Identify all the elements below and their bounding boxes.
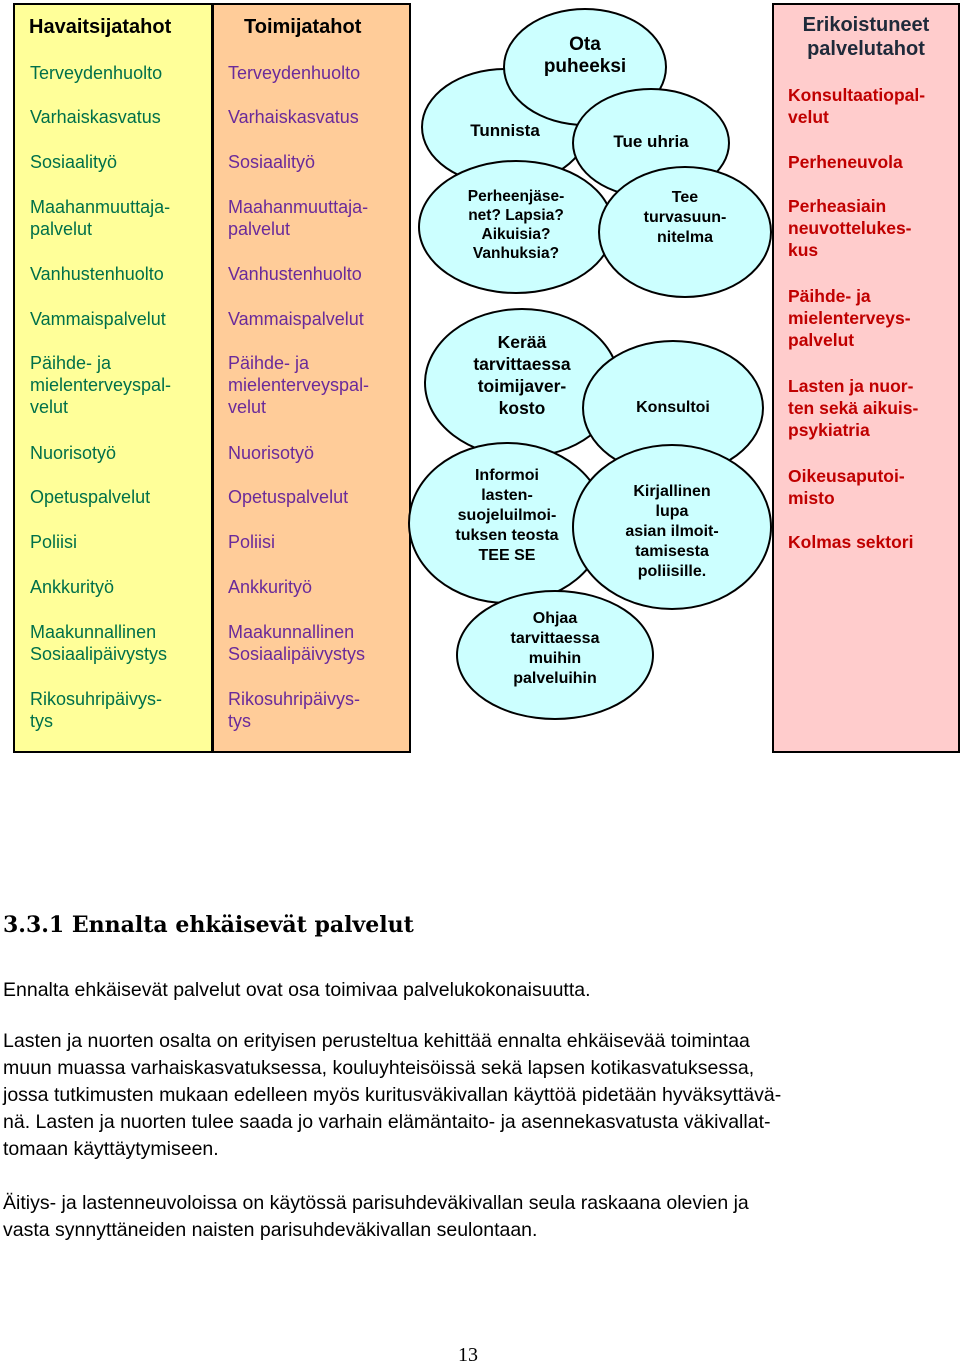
observer-item: Ankkurityö [30, 577, 115, 597]
observer-item: Poliisi [30, 532, 78, 552]
actors-title: Toimijatahot [244, 16, 362, 38]
actor-item: Opetuspalvelut [228, 487, 349, 507]
specialist-item: Oikeusaputoi- misto [788, 466, 905, 508]
ellipse-kirjallinen-lupa [572, 444, 772, 610]
specialist-item: Lasten ja nuor- ten sekä aikuis- psykiatria [788, 376, 919, 440]
specialist-item: Päihde- ja mielenterveys- palvelut [788, 286, 911, 350]
specialists-title: Erikoistuneet palvelutahot [802, 14, 930, 60]
observer-item: Sosiaalityö [30, 152, 118, 172]
specialist-item: Perheasiain neuvottelukes- kus [788, 196, 912, 260]
actor-item: Poliisi [228, 532, 276, 552]
page-number: 13 [458, 1344, 478, 1366]
specialists-column [772, 3, 960, 753]
ellipse-ota-puheeksi-label: Ota puheeksi [543, 34, 627, 77]
actor-item: Maakunnallinen Sosiaalipäivystys [228, 622, 366, 664]
ellipse-turvasuunnitelma [598, 166, 772, 298]
observer-item: Varhaiskasvatus [30, 107, 161, 127]
ellipse-perheenjasenet [418, 160, 614, 294]
ellipse-konsultoi-label: Konsultoi [636, 399, 710, 416]
observer-item: Maakunnallinen Sosiaalipäivystys [30, 622, 168, 664]
observers-column [13, 3, 213, 753]
specialist-item: Konsultaatiopal- velut [788, 85, 926, 127]
observer-item: Rikosuhripäivys- tys [30, 689, 163, 731]
actor-item: Päihde- ja mielenterveyspal- velut [228, 353, 370, 417]
observers-title: Havaitsijatahot [29, 16, 172, 38]
ellipse-turvasuunnitelma-label: Tee turvasuun- nitelma [643, 189, 727, 246]
actor-item: Maahanmuuttaja- palvelut [228, 197, 369, 239]
actor-item: Rikosuhripäivys- tys [228, 689, 361, 731]
ellipse-ohjaa-label: Ohjaa tarvittaessa muihin palveluihin [510, 610, 600, 687]
section-heading: 3.3.1 Ennalta ehkäisevät palvelut [3, 912, 414, 938]
ellipse-ohjaa [456, 590, 654, 720]
observer-item: Päihde- ja mielenterveyspal- velut [30, 353, 172, 417]
ellipse-informoi-label: Informoi lasten- suojeluilmoi- tuksen teosta TEE SE [455, 467, 559, 564]
paragraph: Lasten ja nuorten osalta on erityisen perusteltua kehittää ennalta ehkäisevää toimintaa muun muassa varhaiskasvatuksessa, kouluyhteisöissä sekä lapsen kotikasvatuksessa, jossa tutkimusten mukaan edelleen myös kuritusväkivallan käyttöä pidetään hyväksyttävä- nä. Lasten ja nuorten tulee saada jo varhain elämäntaito- ja asennekasvatusta väkivallat- tomaan käyttäytymiseen. [3, 1030, 782, 1160]
paragraph: Ennalta ehkäisevät palvelut ovat osa toimivaa palvelukokonaisuutta. [3, 979, 591, 1001]
ellipse-tunnista-label: Tunnista [470, 121, 540, 140]
actor-item: Terveydenhuolto [228, 63, 361, 83]
observer-item: Terveydenhuolto [30, 63, 163, 83]
observer-item: Maahanmuuttaja- palvelut [30, 197, 171, 239]
ellipse-keraa-label: Kerää tarvittaessa toimijaver- kosto [473, 332, 571, 418]
ellipse-perheenjasenet-label: Perheenjäse- net? Lapsia? Aikuisia? Vanhuksia? [467, 188, 565, 262]
observer-item: Nuorisotyö [30, 443, 117, 463]
actor-item: Vanhustenhuolto [228, 264, 362, 284]
actor-item: Vammaispalvelut [228, 309, 364, 329]
ellipse-tue-uhria-label: Tue uhria [613, 131, 689, 151]
actor-item: Nuorisotyö [228, 443, 315, 463]
observer-item: Vammaispalvelut [30, 309, 166, 329]
observer-item: Vanhustenhuolto [30, 264, 164, 284]
paragraph: Äitiys- ja lastenneuvoloissa on käytössä parisuhdeväkivallan seula raskaana olevien ja vasta synnyttäneiden naisten parisuhdeväkivallan seulontaan. [3, 1192, 749, 1241]
specialist-item: Kolmas sektori [788, 532, 914, 552]
actor-item: Sosiaalityö [228, 152, 316, 172]
actor-item: Ankkurityö [228, 577, 313, 597]
actors-column [212, 3, 411, 753]
observer-item: Opetuspalvelut [30, 487, 151, 507]
ellipse-kirjallinen-lupa-label: Kirjallinen lupa asian ilmoit- tamisesta poliisille. [625, 483, 719, 580]
actor-item: Varhaiskasvatus [228, 107, 359, 127]
specialist-item: Perheneuvola [788, 152, 903, 172]
